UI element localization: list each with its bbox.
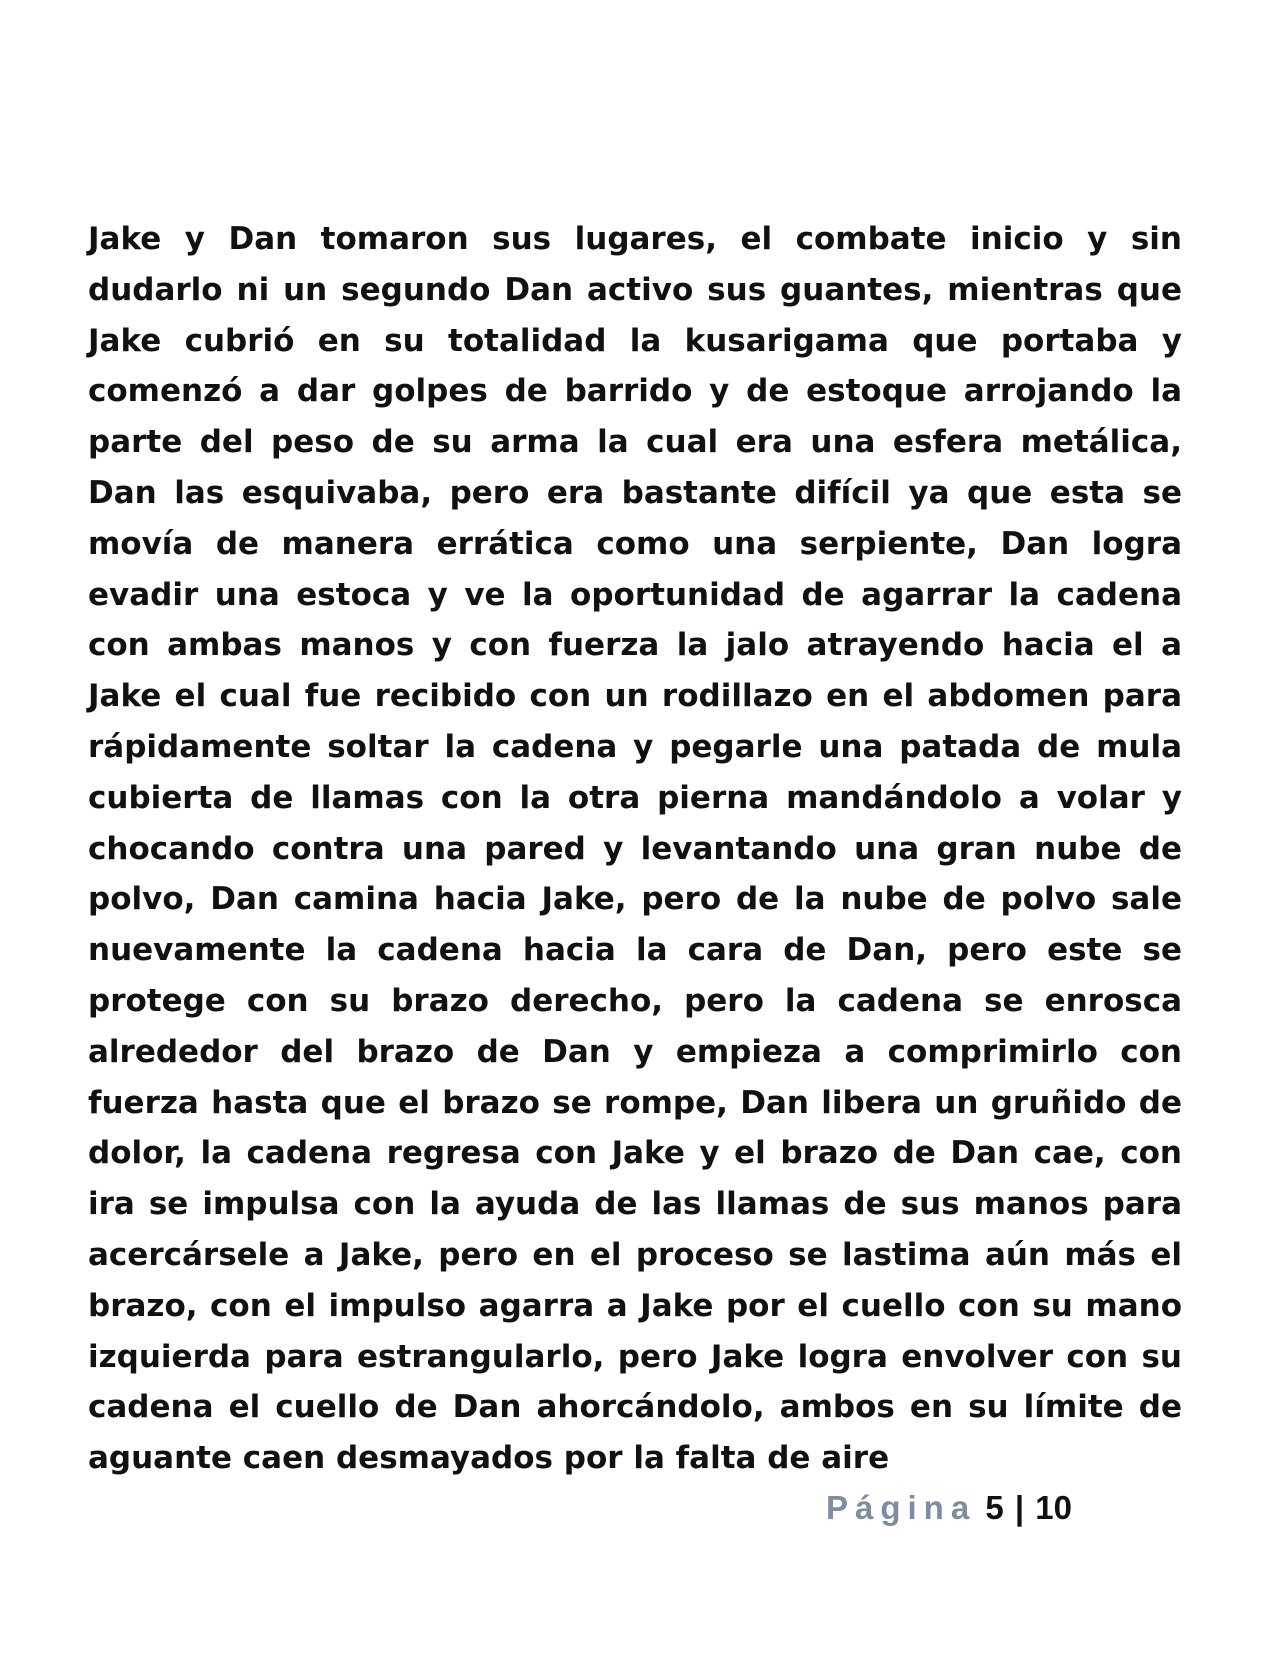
body-paragraph: Jake y Dan tomaron sus lugares, el combate inicio y sin dudarlo ni un segundo Dan activo sus guantes, mientras que Jake cubrió en su totalidad la kusarigama que portaba y comenzó a dar golpes de barrido y de estoque arrojando la parte del peso de su arma la cual era una esfera metálica, Dan las esquivaba, pero era bastante difícil ya que esta se movía de manera errática como una serpiente, Dan logra evadir una estoca y ve la oportunidad de agarrar la cadena con ambas manos y con fuerza la jalo atrayendo hacia el a Jake el cual fue recibido con un rodillazo en el abdomen para rápidamente soltar la cadena y pegarle una patada de mula cubierta de llamas con la otra pierna mandándolo a volar y chocando contra una pared y levantando una gran nube de polvo, Dan camina hacia Jake, pero de la nube de polvo sale nuevamente la cadena hacia la cara de Dan, pero este se protege con su brazo derecho, pero la cadena se enrosca alrededor del brazo de Dan y empieza a comprimirlo con fuerza hasta que el brazo se rompe, Dan libera un gruñido de dolor, la cadena regresa con Jake y el brazo de Dan cae, con ira se impulsa con la ayuda de las llamas de sus manos para acercársele a Jake, pero en el proceso se lastima aún más el brazo, con el impulso agarra a Jake por el cuello con su mano izquierda para estrangularlo, pero Jake logra envolver con su cadena el cuello de Dan ahorcándolo, ambos en su límite de aguante caen desmayados por la falta de aire [88, 221, 1182, 1477]
page-label: Página [825, 1489, 977, 1526]
page-number: 5 [985, 1489, 1004, 1526]
page-footer [826, 1488, 1072, 1528]
page-separator: | [1014, 1489, 1025, 1526]
total-pages: 10 [1035, 1489, 1072, 1526]
